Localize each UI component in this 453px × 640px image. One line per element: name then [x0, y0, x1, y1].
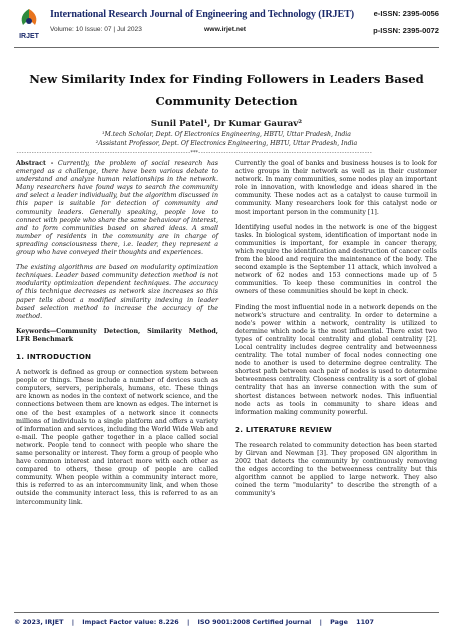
volume-issue: Volume: 10 Issue: 07 | Jul 2023 [50, 26, 142, 33]
impact-factor: Impact Factor value: 8.226 [82, 618, 179, 626]
literature-paragraph: The research related to community detection has been started by Girvan and Newman [3]. They proposed GN algorithm in 2002 that detects the community by continuously removing the edges according to the betweenness centrality but this algorithm cannot be applied to large network. They also coined the term "modularity" to describe the strength of a community's [235, 441, 437, 498]
right-paragraph-1: Currently the goal of banks and business houses is to look for active groups in their network as well as in their customer network. In many communities, some nodes play an important role in innovation, with knowledge and ideas shared in the community. These nodes act as a catalyst to cause turmoil in community. Many researchers look for this catalyst node or most important person in the community [1]. [235, 160, 437, 216]
journal-header [14, 7, 439, 45]
section-separator: ---------------------------------------------------------------------***--------------------------------------------------------------------- [16, 150, 372, 156]
left-column [16, 160, 218, 514]
header-rule [14, 47, 439, 48]
footer-separator: | [71, 618, 75, 626]
copyright: © 2023, IRJET [14, 618, 64, 626]
affiliation-2: ²Assistant Professor, Dept. Of Electronics Engineering, HBTU, Uttar Pradesh, India [95, 140, 358, 147]
abstract-label: Abstract - [16, 160, 54, 167]
abstract-paragraph-2: The existing algorithms are based on modularity optimization techniques. Leader based community detection method is not modularity optimization dependent techniques. The accuracy of this technique decreases as network size increases so this paper tells about a modified similarity indexing in leader based selection method to increase the accuracy of the method. [16, 264, 218, 320]
introduction-paragraph: A network is defined as group or connection system between people or things. These include a number of devices such as computers, servers, peripherals, humans, etc. These things are known as nodes in the context of network science, and the connections between them are known as edges. The internet is one of the best examples of a network since it connects millions of individuals to a single platform and offers a variety of information and services, including the World Wide Web and e-mail. The people gather together in a place called social network. People tend to connect with people who share the same personality or interest. They form a group of people who have common interest and interact more with each other as compared to others, these group of people are called community. When people within a community interact more, this is referred to as an intercommunity link, and when those outside the community interact less, this is referred to as an intercommunity link. [16, 369, 219, 506]
footer-rule [14, 612, 439, 613]
abstract [16, 160, 218, 257]
abstract-text: Currently, the problem of social research has emerged as a challenge, there have been various debate to understand and analyze human relationships in the network. Many researchers have found ways to search the community and select a leader individually, but the algorithm discussed in this paper is suitable for detection of community and community leaders. Generally speaking, people love to connect with people who share the same behaviour of interest, and to form communities based on shared ideas. A small number of residents in the community are in charge of spreading consciousness there, i.e. leader, they represent a group who have conveyed their thoughts and experiences. [16, 160, 218, 257]
journal-website-link[interactable]: www.irjet.net [204, 26, 247, 33]
section-heading-introduction: 1. INTRODUCTION [16, 351, 92, 361]
right-column [235, 160, 437, 506]
right-paragraph-3: Finding the most influential node in a network depends on the network's structure and centrality. In order to determine a node's power within a network, centrality is utilized to determine which node is the most influential. There exist two types of centrality local centrality and global centrality [2]. Local centrality includes degree centrality and betweenness centrality. The total number of focal nodes connecting one node to another is used to determine degree centrality. The shortest path between each pair of nodes is used to determine betweenness centrality. Closeness centrality is a sort of global centrality that has an inverse connection with the sum of shortest distances between network nodes. This influential node acts as tools in community to share ideas and information making community powerful. [235, 303, 437, 416]
author-list: Sunil Patel¹, Dr Kumar Gaurav² [150, 119, 303, 129]
section-heading-literature-review: 2. LITERATURE REVIEW [235, 424, 333, 434]
iso-certification: ISO 9001:2008 Certified Journal [197, 618, 312, 626]
footer-separator: | [319, 618, 322, 626]
paper-title-line2: Community Detection [155, 94, 298, 108]
keywords: Keywords—Community Detection, Similarity Method, LFR Benchmark [16, 327, 218, 343]
eissn: e-ISSN: 2395-0056 [373, 9, 439, 18]
journal-name: International Research Journal of Engineering and Technology (IRJET) [50, 9, 354, 20]
right-paragraph-2: Identifying useful nodes in the network is one of the biggest tasks. In biological system, identification of important node in communities is important, for example in cancer therapy, which require the identification and destruction of cancer cells from the blood and require the maintenance of the body. The second example is the September 11 attack, which involved a network of 62 nodes and 153 connections made up of 5 communities. To keep these communities in control the owners of these communities should be kept in check. [235, 223, 437, 296]
irjet-logo [14, 7, 44, 41]
logo-text: IRJET [19, 33, 39, 40]
footer-separator: | [186, 618, 190, 626]
page-label: Page [330, 618, 348, 626]
page-footer [14, 618, 439, 626]
page-number: 1107 [356, 618, 374, 626]
affiliation-1: ¹M.tech Scholar, Dept. Of Electronics Engineering, HBTU, Uttar Pradesh, India [102, 131, 351, 138]
pissn: p-ISSN: 2395-0072 [373, 26, 439, 35]
paper-title-line1: New Similarity Index for Finding Followers in Leaders Based [29, 72, 424, 86]
